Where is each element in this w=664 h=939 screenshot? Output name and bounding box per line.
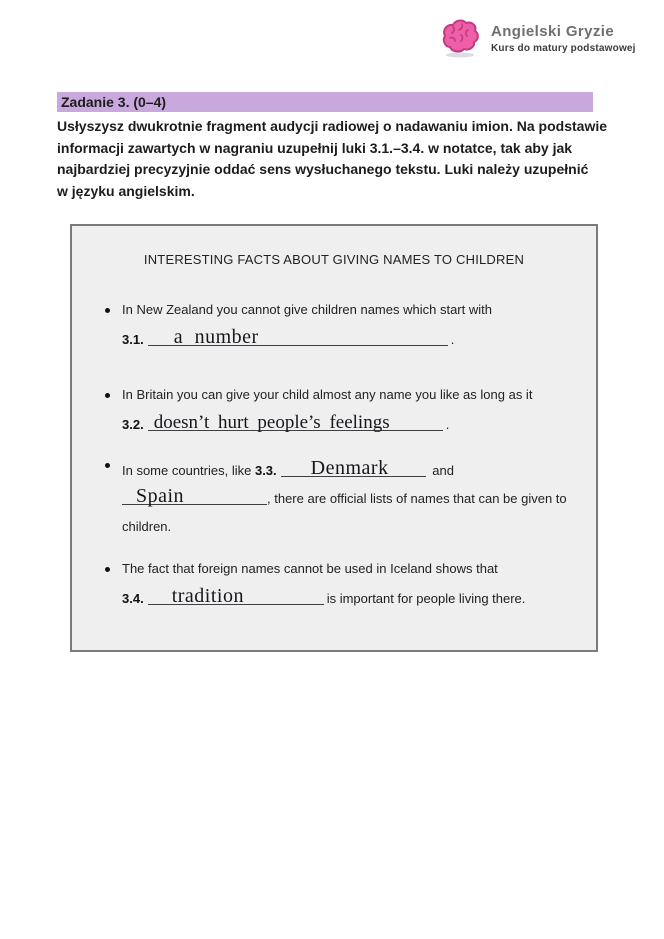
brain-icon: [437, 13, 483, 64]
note-title: INTERESTING FACTS ABOUT GIVING NAMES TO CHILDREN: [143, 252, 525, 267]
bullet-item-1: [72, 302, 582, 347]
bullet-text-after: , there are official lists of names that can be given to: [267, 491, 567, 506]
handwritten-answer-3-1: a number: [173, 326, 259, 348]
bullet-text-before: In some countries, like: [122, 463, 252, 478]
gap-label-3-3: 3.3.: [254, 463, 277, 478]
bullet-text-end: children.: [122, 519, 172, 534]
handwritten-answer-3-3b: Spain: [136, 485, 185, 507]
logo: [437, 13, 636, 64]
instruction-line: najbardziej precyzyjnie oddać sens wysłuchanego tekstu. Luki należy uzupełnić: [57, 161, 589, 177]
gap-suffix: is important for people living there.: [326, 591, 526, 606]
answer-line-3-1: [122, 326, 582, 348]
task-instructions: [57, 116, 617, 202]
answer-gap-3-3a: [281, 457, 426, 479]
bullet-text: In New Zealand you cannot give children names which start with: [122, 302, 492, 317]
gap-suffix: .: [450, 332, 455, 347]
bullet-item-2: [72, 387, 582, 432]
bullet-dot-icon: [105, 567, 110, 572]
handwritten-answer-3-4: tradition: [171, 585, 244, 607]
task-title: Zadanie 3. (0–4): [57, 92, 593, 112]
answer-line-3-2: [122, 412, 582, 433]
bullet-text: [122, 457, 582, 485]
note-box: [70, 224, 598, 652]
bullet-dot-icon: [105, 393, 110, 398]
handwritten-answer-3-3a: Denmark: [310, 457, 389, 479]
bullet-text: In Britain you can give your child almost any name you like as long as it: [122, 387, 533, 402]
gap-label-3-1: 3.1.: [122, 332, 144, 347]
bullet-item-4: [72, 561, 582, 606]
answer-gap-3-3b: [122, 485, 267, 507]
gap-label-3-4: 3.4.: [122, 591, 144, 606]
brand-tagline: Kurs do matury podstawowej: [491, 43, 636, 54]
bullet-item-3: [72, 457, 582, 541]
bullet-dot-icon: [105, 463, 110, 468]
bullet-dot-icon: [105, 308, 110, 313]
instruction-line: informacji zawartych w nagraniu uzupełnij luki 3.1.–3.4. w notatce, tak aby jak: [57, 139, 573, 156]
answer-gap-3-4: [148, 585, 324, 607]
answer-line-3-4: [122, 585, 582, 607]
answer-gap-3-2: [148, 412, 443, 433]
instruction-line: w języku angielskim.: [57, 182, 195, 199]
handwritten-answer-3-2: doesn’t hurt people’s feelings: [153, 412, 390, 433]
bullet-text-between: and: [432, 463, 454, 478]
gap-label-3-2: 3.2.: [122, 417, 144, 432]
bullet-text: The fact that foreign names cannot be used in Iceland shows that: [122, 561, 498, 576]
answer-gap-3-1: [148, 326, 448, 348]
gap-suffix: .: [445, 417, 450, 432]
bullet-text-continued: [122, 485, 582, 513]
brand-name: Angielski Gryzie: [491, 23, 615, 40]
instruction-line: Usłyszysz dwukrotnie fragment audycji radiowej o nadawaniu imion. Na podstawie: [57, 118, 608, 134]
bullet-list: [72, 302, 596, 606]
